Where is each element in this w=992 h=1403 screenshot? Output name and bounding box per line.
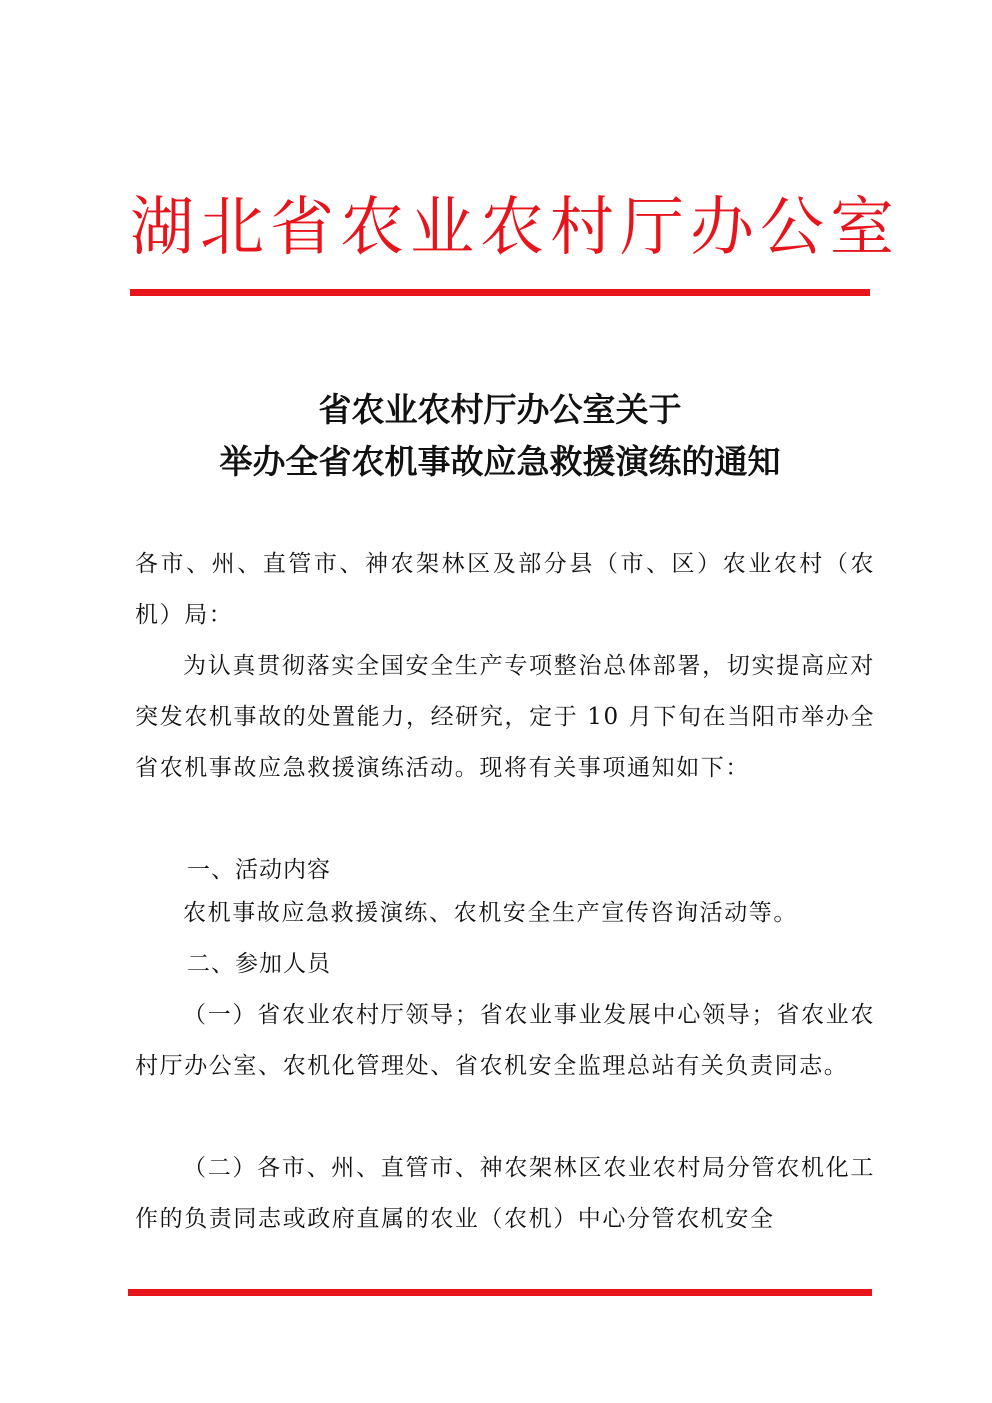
footer-red-rule — [128, 1289, 872, 1296]
document-title-line-1: 省农业农村厅办公室关于 — [318, 390, 682, 429]
document-title-line-2: 举办全省农机事故应急救援演练的通知 — [219, 442, 781, 481]
section-2-item-1: （一）省农业农村厅领导；省农业事业发展中心领导；省农业农村厅办公室、农机化管理处、省农机安全监理总站有关负责同志。 — [135, 1002, 875, 1079]
section-2-heading: 二、参加人员 — [187, 951, 331, 977]
section-2-item-2: （二）各市、州、直管市、神农架林区农业农村局分管农机化工作的负责同志或政府直属的农业（农机）中心分管农机安全 — [135, 1155, 875, 1232]
salutation: 各市、州、直管市、神农架林区及部分县（市、区）农业农村（农机）局： — [135, 551, 875, 628]
masthead-red-rule — [130, 289, 870, 296]
intro-paragraph: 为认真贯彻落实全国安全生产专项整治总体部署，切实提高应对突发农机事故的处置能力，经研究，定于 10 月下旬在当阳市举办全省农机事故应急救援演练活动。现将有关事项通知如下： — [135, 653, 875, 781]
section-1-body: 农机事故应急救援演练、农机安全生产宣传咨询活动等。 — [183, 900, 798, 926]
masthead-org-name: 湖北省农业农村厅办公室 — [130, 191, 900, 265]
section-1-heading: 一、活动内容 — [187, 857, 331, 883]
